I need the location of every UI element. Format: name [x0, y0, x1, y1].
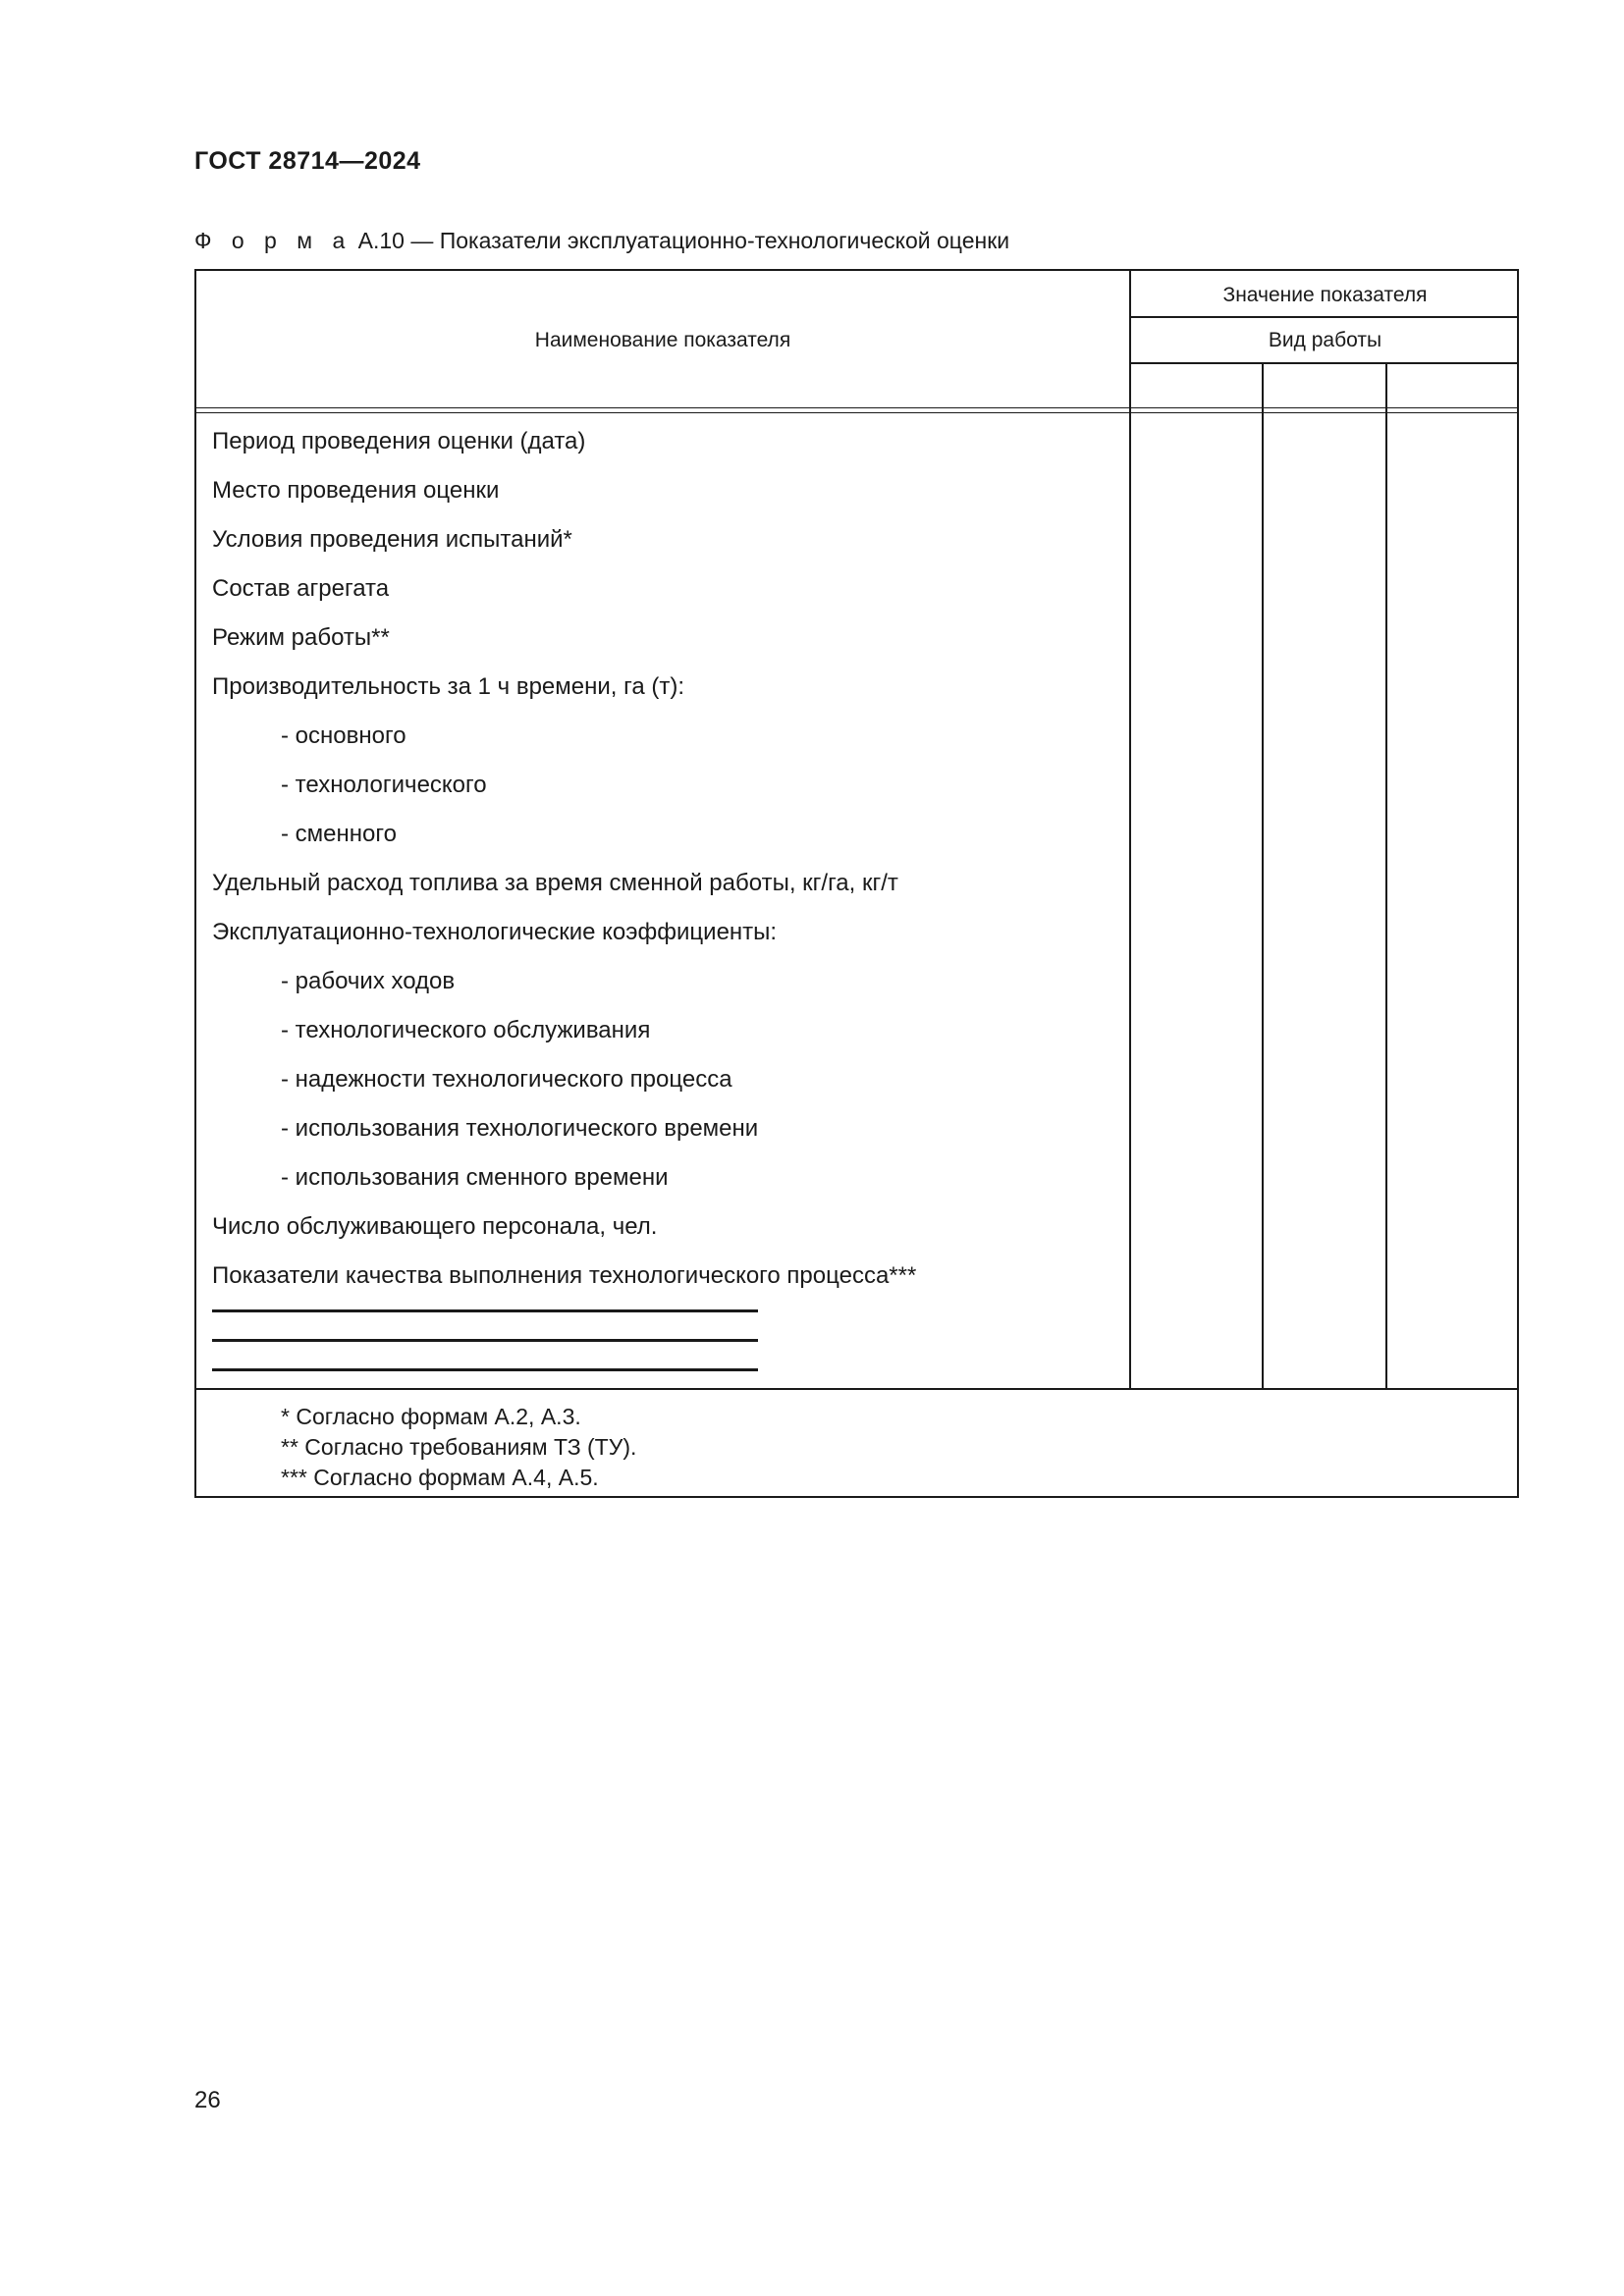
indicators-table	[194, 269, 1519, 1498]
page-number: 26	[194, 2087, 221, 2113]
table-row: - основного	[281, 722, 406, 749]
footnote: ** Согласно требованиям ТЗ (ТУ).	[281, 1434, 637, 1460]
form-caption-prefix: Ф о р м а	[194, 228, 352, 253]
header-work-type: Вид работы	[1268, 329, 1382, 351]
table-row: - использования сменного времени	[281, 1164, 669, 1191]
header-double-rule-bottom	[196, 412, 1519, 413]
table-row: Место проведения оценки	[212, 477, 500, 504]
column-divider-main	[1129, 271, 1131, 1390]
footnotes	[281, 1402, 636, 1493]
form-caption-text: А.10 — Показатели эксплуатационно-технологической оценки	[357, 228, 1010, 253]
blank-fill-line	[212, 1368, 758, 1371]
indicator-rows	[196, 424, 1129, 1308]
header-double-rule-top	[196, 407, 1519, 408]
blank-fill-line	[212, 1339, 758, 1342]
table-row: Удельный расход топлива за время сменной работы, кг/га, кг/т	[212, 870, 898, 896]
table-row: Число обслуживающего персонала, чел.	[212, 1213, 658, 1240]
table-row: Эксплуатационно-технологические коэффициенты:	[212, 919, 778, 945]
table-row: - технологического	[281, 772, 487, 798]
document-header: ГОСТ 28714—2024	[194, 147, 421, 175]
table-row: - сменного	[281, 821, 397, 847]
column-divider-2	[1262, 362, 1264, 1390]
header-divider-worktype	[1129, 362, 1519, 364]
blank-fill-line	[212, 1309, 758, 1312]
header-indicator-value: Значение показателя	[1222, 284, 1428, 306]
table-row: Условия проведения испытаний*	[212, 526, 572, 553]
header-divider-value	[1129, 316, 1519, 318]
table-row: Период проведения оценки (дата)	[212, 428, 586, 454]
table-row: - использования технологического времени	[281, 1115, 759, 1142]
table-row: Состав агрегата	[212, 575, 390, 602]
table-row: Режим работы**	[212, 624, 390, 651]
form-caption	[194, 228, 1009, 254]
table-row: - надежности технологического процесса	[281, 1066, 732, 1093]
table-row: - технологического обслуживания	[281, 1017, 651, 1043]
table-row: - рабочих ходов	[281, 968, 456, 994]
footnote: *** Согласно формам А.4, А.5.	[281, 1465, 599, 1490]
header-indicator-name: Наименование показателя	[534, 329, 791, 351]
table-row: Показатели качества выполнения технологического процесса***	[212, 1262, 917, 1289]
footnote-divider	[196, 1388, 1519, 1390]
table-row: Производительность за 1 ч времени, га (т):	[212, 673, 684, 700]
footnote: * Согласно формам А.2, А.3.	[281, 1404, 581, 1429]
column-divider-3	[1385, 362, 1387, 1390]
